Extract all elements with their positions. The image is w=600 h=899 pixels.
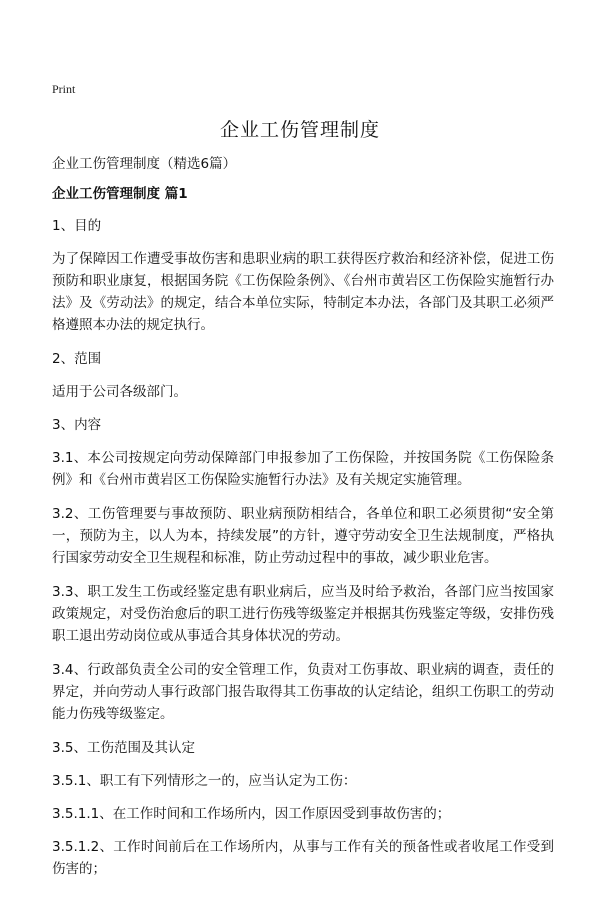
paragraph-3-5: 3.5、工伤范围及其认定 xyxy=(52,740,195,756)
paragraph-3-1: 3.1、本公司按规定向劳动保障部门申报参加了工伤保险，并按国务院《工伤保险条例》和《台州市黄岩区工伤保险实施暂行办法》及有关规定实施管理。 xyxy=(52,450,554,488)
paragraph-3-5-1-2: 3.5.1.2、工作时间前后在工作场所内，从事与工作有关的预备性或者收尾工作受到伤害的； xyxy=(52,839,554,877)
paragraph-3-5-1-1: 3.5.1.1、在工作时间和工作场所内，因工作原因受到事故伤害的； xyxy=(52,806,451,822)
print-link[interactable]: Print xyxy=(52,82,76,96)
paragraph-3-3: 3.3、职工发生工伤或经鉴定患有职业病后，应当及时给予救治，各部门应当按国家政策规定，对受伤治愈后的职工进行伤残等级鉴定并根据其伤残鉴定等级，安排伤残职工退出劳动岗位或从事适合其身体状况的劳动。 xyxy=(52,584,554,644)
section-heading: 企业工伤管理制度 篇1 xyxy=(52,186,188,202)
paragraph-3-2: 3.2、工伤管理要与事故预防、职业病预防相结合，各单位和职工必须贯彻“安全第一，预防为主，以人为本，持续发展”的方针，遵守劳动安全卫生法规制度，严格执行国家劳动安全卫生规程和标准，防止劳动过程中的事故，减少职业危害。 xyxy=(52,506,554,566)
document-body xyxy=(52,153,554,891)
document-subtitle: 企业工伤管理制度（精选6篇） xyxy=(52,156,237,172)
paragraph-content-heading: 3、内容 xyxy=(52,417,102,433)
document-title: 企业工伤管理制度 xyxy=(219,119,380,141)
paragraph-3-5-1: 3.5.1、职工有下列情形之一的，应当认定为工伤： xyxy=(52,773,357,789)
paragraph-scope: 适用于公司各级部门。 xyxy=(52,384,187,400)
paragraph-purpose-heading: 1、目的 xyxy=(52,218,102,234)
paragraph-scope-heading: 2、范围 xyxy=(52,351,102,367)
paragraph-purpose: 为了保障因工作遭受事故伤害和患职业病的职工获得医疗救治和经济补偿，促进工伤预防和职业康复，根据国务院《工伤保险条例》、《台州市黄岩区工伤保险实施暂行办法》及《劳动法》的规定，结合本单位实际，特制定本办法，各部门及其职工必须严格遵照本办法的规定执行。 xyxy=(52,251,554,333)
paragraph-3-4: 3.4、行政部负责全公司的安全管理工作，负责对工伤事故、职业病的调查，责任的界定，并向劳动人事行政部门报告取得其工伤事故的认定结论，组织工伤职工的劳动能力伤残等级鉴定。 xyxy=(52,662,554,722)
